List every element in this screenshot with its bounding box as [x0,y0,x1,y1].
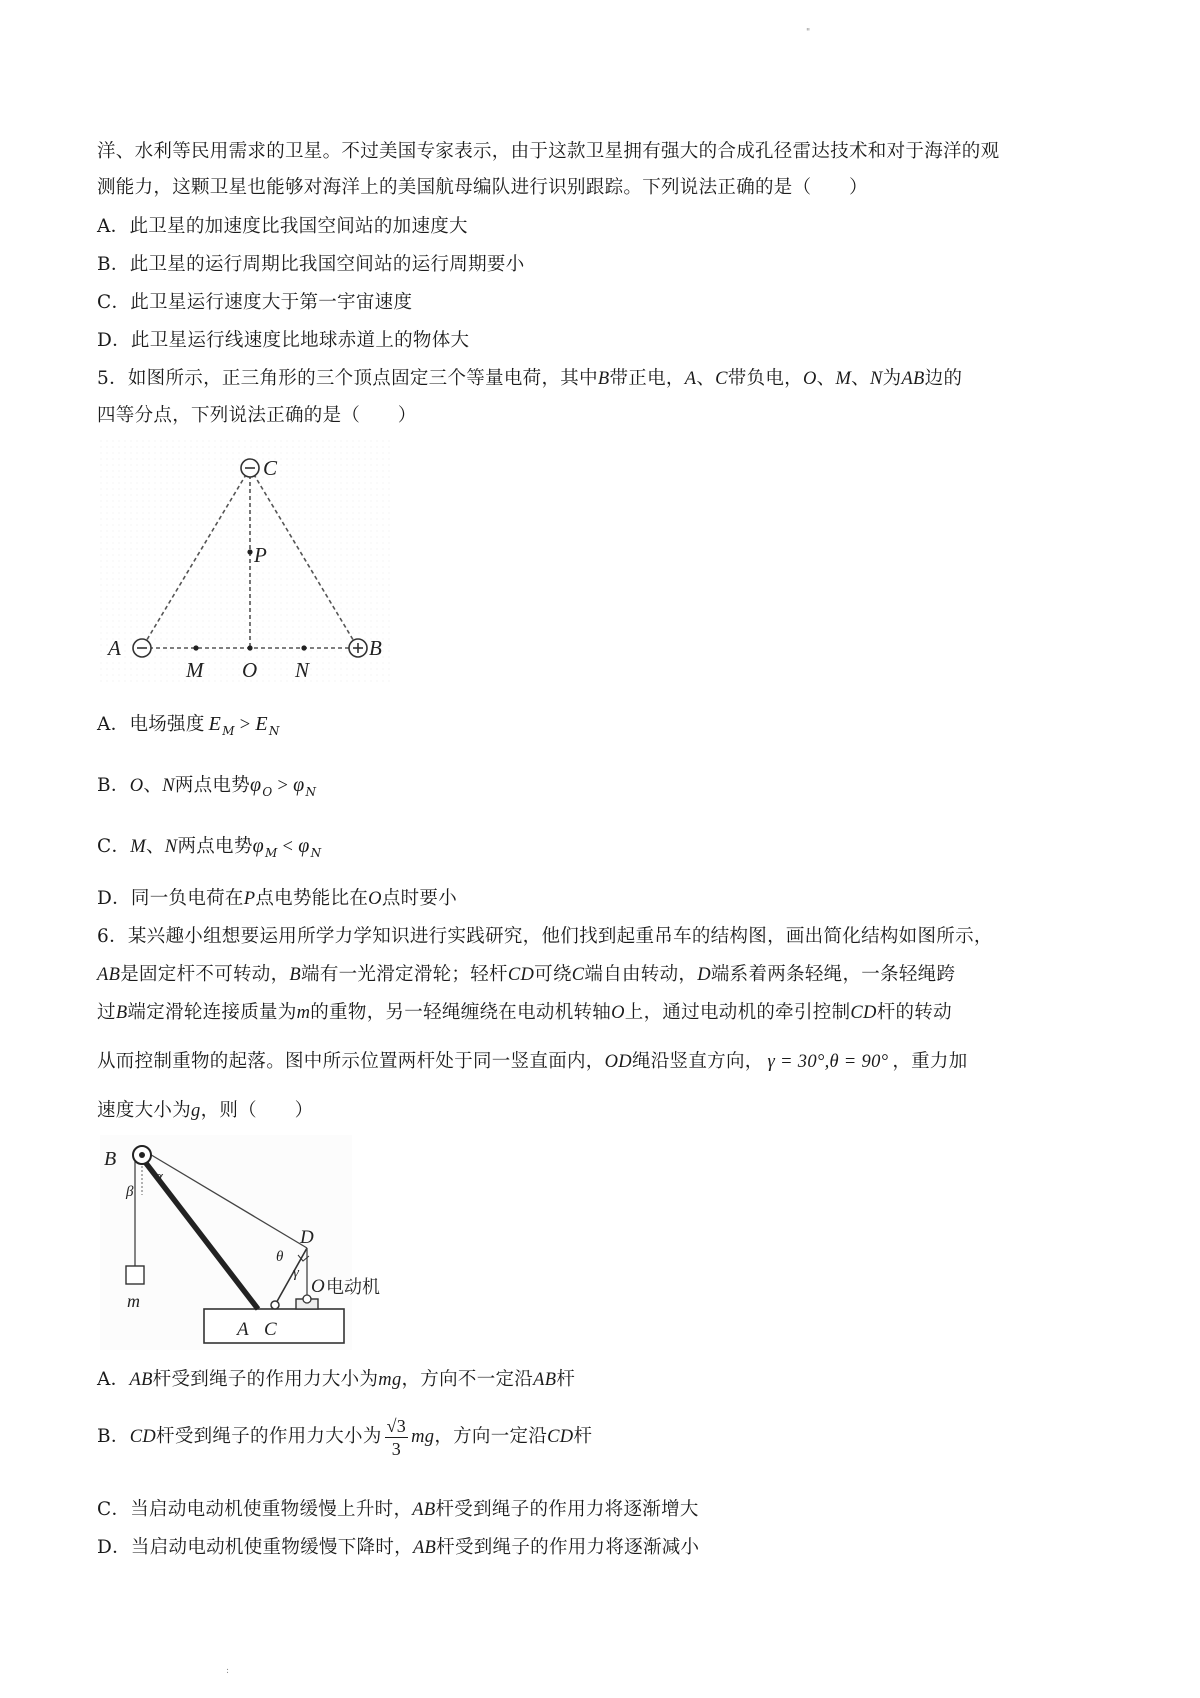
label-a: A [108,636,121,660]
angle-formula: γ = 30°,θ = 90° [767,1052,889,1072]
bottom-mark: : [226,1666,230,1676]
q5-option-b: B．O、N两点电势$\varphi_O > \varphi_N$ [97,774,317,799]
label-b: B [369,636,382,660]
q5-option-a: A．电场强度 $E_M > E_N$ [97,713,280,738]
label-alpha: α [155,1169,163,1185]
label-theta: θ [276,1249,284,1265]
label-n: N [295,658,310,682]
q6-stem-line3: 过B端定滑轮连接质量为m的重物，另一轻绳缠绕在电动机转轴O上，通过电动机的牵引控制CD杆的转动 [97,1002,952,1023]
label-p: P [254,543,267,567]
point-m [193,645,198,650]
q6-number: 6． [97,926,128,947]
q5-option-c: C．M、N两点电势$\varphi_M < \varphi_N$ [97,835,322,860]
label-beta: β [126,1184,134,1200]
point-n [301,645,306,650]
label-a: A [237,1319,249,1340]
q6-stem-line2: AB是固定杆不可转动，B端有一光滑定滑轮；轻杆CD可绕C端自由转动，D端系着两条轻绳，一条轻绳跨 [97,964,956,985]
label-o: O [242,658,258,682]
q6-stem-line5: 速度大小为g，则（ ） [97,1100,314,1121]
label-motor: 电动机 [326,1277,380,1298]
weight-block [126,1266,144,1284]
point-p [247,549,252,554]
q5-stem-line2: 四等分点，下列说法正确的是（ ） [97,405,417,426]
label-b: B [104,1148,117,1170]
label-d: D [300,1227,314,1248]
top-mark: " [806,28,811,38]
q4-stem-line1: 洋、水利等民用需求的卫星。不过美国专家表示，由于这款卫星拥有强大的合成孔径雷达技术和对于海洋的观 [97,141,1000,162]
label-o: O [311,1276,325,1297]
q6-option-d: D．当启动电动机使重物缓慢下降时，AB杆受到绳子的作用力将逐渐减小 [97,1537,700,1558]
hinge-c [271,1301,279,1309]
q4-stem-line2: 测能力，这颗卫星也能够对海洋上的美国航母编队进行识别跟踪。下列说法正确的是（ ） [97,177,868,198]
q4-option-a: A．此卫星的加速度比我国空间站的加速度大 [97,216,468,237]
q5-number: 5． [97,368,128,389]
label-c: C [263,456,278,480]
q6-stem-line1: 6．某兴趣小组想要运用所学力学知识进行实践研究，他们找到起重吊车的结构图，画出简化结构如图所示， [97,926,993,947]
charge-a-negative [133,639,151,657]
label-m: M [186,658,204,682]
q6-stem-line4: 从而控制重物的起落。图中所示位置两杆处于同一竖直面内，OD绳沿竖直方向， γ = 30°,θ = 90° ，重力加 [97,1051,968,1072]
pulley-b [133,1146,151,1164]
q4-option-b: B．此卫星的运行周期比我国空间站的运行周期要小 [97,254,525,275]
q6-option-a: A．AB杆受到绳子的作用力大小为mg，方向不一定沿AB杆 [97,1369,576,1390]
charge-c-negative [241,459,259,477]
label-c: C [264,1319,277,1340]
q6-option-b: B．CD杆受到绳子的作用力大小为 $\frac{√3}{3}$ mg，方向一定沿CD杆 [97,1415,593,1459]
label-m: m [127,1291,140,1311]
charge-b-positive [349,639,367,657]
q5-option-d: D．同一负电荷在P点电势能比在O点时要小 [97,888,458,909]
label-gamma: γ [293,1265,299,1281]
q4-option-c: C．此卫星运行速度大于第一宇宙速度 [97,292,413,313]
point-o [247,645,252,650]
q4-option-d: D．此卫星运行线速度比地球赤道上的物体大 [97,330,470,351]
fraction-sqrt3-over-3: $\frac{√3}{3}$ [386,1415,407,1459]
q6-option-c: C．当启动电动机使重物缓慢上升时，AB杆受到绳子的作用力将逐渐增大 [97,1499,699,1520]
q5-stem-line1: 5．如图所示，正三角形的三个顶点固定三个等量电荷，其中B带正电，A、C带负电，O、M、N为AB边的 [97,368,963,389]
q6-crane-figure [100,1135,420,1350]
q5-triangle-figure [100,440,400,685]
